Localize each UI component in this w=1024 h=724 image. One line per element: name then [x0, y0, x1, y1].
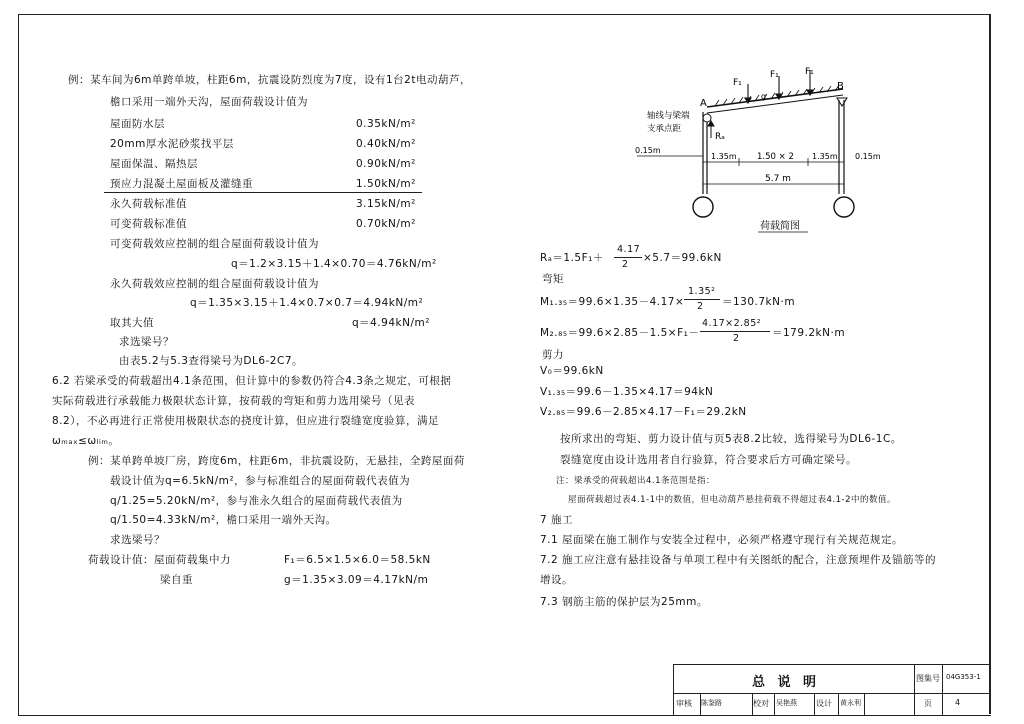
self-weight-equation: g＝1.35×3.09＝4.17kN/m	[284, 574, 429, 586]
dim-135-left: 1.35m	[711, 152, 737, 161]
dim-150x2: 1.50 × 2	[757, 152, 794, 162]
example1-intro2: 檐口采用一端外天沟，屋面荷载设计值为	[110, 96, 308, 108]
page-number: 4	[955, 698, 961, 707]
v1-equation: V₁.₃₅＝99.6－1.35×4.17＝94kN	[540, 386, 714, 398]
dim-135-right: 1.35m	[812, 152, 838, 161]
m1-post: ＝130.7kN·m	[722, 296, 796, 308]
sum-line	[104, 192, 422, 193]
label-f1-a: F₁	[733, 78, 742, 88]
take-max-label: 取其大值	[110, 317, 154, 329]
note-line1: 轴线与梁端	[647, 111, 690, 121]
page-label: 页	[924, 699, 932, 708]
atlas-number: 04G353-1	[946, 673, 981, 681]
load-value-3: 0.90kN/m²	[356, 158, 416, 170]
drawing-title: 总 说 明	[752, 675, 821, 690]
ra-eq-post: ×5.7＝99.6kN	[643, 252, 722, 264]
load-value-2: 0.40kN/m²	[356, 138, 416, 150]
design-label: 设计	[816, 699, 832, 708]
find-beam-2: 求选梁号？	[110, 534, 165, 546]
dim-57: 5.7 m	[765, 174, 791, 184]
section-6-2-line2: 实际荷载进行承载能力极限状态计算，按荷载的弯矩和剪力选用梁号（见表	[52, 395, 415, 407]
ra-num: 4.17	[617, 244, 641, 255]
foundation-right	[834, 197, 854, 217]
ra-den: 2	[622, 259, 629, 270]
load-value-4: 1.50kN/m²	[356, 178, 416, 190]
section-6-2-line4: ωₘₐₓ≤ωₗᵢₘ。	[52, 435, 120, 447]
shear-title: 剪力	[542, 349, 564, 361]
check-label: 校对	[753, 699, 769, 708]
load-value-6: 0.70kN/m²	[356, 218, 416, 230]
checker-name: 吴艳燕	[776, 699, 797, 707]
take-max-value: q＝4.94kN/m²	[352, 317, 430, 329]
note-line2: 支承点距	[647, 124, 682, 134]
load-label-5: 永久荷载标准值	[110, 198, 187, 210]
supports	[703, 98, 847, 122]
table-result: 由表5.2与5.3查得梁号为DL6-2C7。	[119, 355, 303, 367]
label-b: B	[837, 81, 844, 92]
permanent-control-equation: q＝1.35×3.15＋1.4×0.7×0.7＝4.94kN/m²	[190, 297, 424, 309]
moment-title: 弯矩	[542, 273, 564, 285]
find-beam-1: 求选梁号？	[119, 336, 174, 348]
point-load-arrows	[745, 70, 813, 103]
label-f1-c: F₁	[805, 67, 814, 77]
section-7-2-cont: 增设。	[540, 574, 573, 586]
label-g: g	[761, 92, 767, 101]
load-label-1: 屋面防水层	[110, 118, 165, 130]
section-7-2: 7.2 施工应注意有悬挂设备与单项工程中有关图纸的配合，注意预埋件及锚筋等的	[540, 554, 937, 566]
m2-post: ＝179.2kN·m	[772, 327, 846, 339]
section-7-title: 7 施工	[540, 514, 574, 526]
section-7-1: 7.1 屋面梁在施工制作与安装全过程中，必须严格遵守现行有关规范规定。	[540, 534, 904, 546]
reviewer-name: 陈鉴路	[701, 699, 722, 707]
designer-name: 黄永利	[840, 699, 861, 707]
example2-line3: q/1.25=5.20kN/m²，参与准永久组合的屋面荷载代表值为	[110, 495, 403, 507]
label-ra: Rₐ	[715, 132, 725, 142]
atlas-label: 图集号	[916, 674, 940, 683]
foundation-left	[693, 197, 713, 217]
label-f1-b: F₁	[770, 70, 779, 80]
dim-015-right: 0.15m	[855, 152, 881, 161]
m2-num: 4.17×2.85²	[702, 318, 762, 329]
load-label-6: 可变荷载标准值	[110, 218, 187, 230]
compare-text: 按所求出的弯矩、剪力设计值与页5表8.2比较，选得梁号为DL6-1C。	[560, 433, 902, 445]
self-weight-label: 梁自重	[160, 574, 193, 586]
section-6-2-line3: 8.2），不必再进行正常使用极限状态的挠度计算，但应进行裂缝宽度验算，满足	[52, 415, 439, 427]
load-label-4: 预应力混凝土屋面板及灌缝重	[110, 178, 253, 190]
example2-line4: q/1.50=4.33kN/m²，檐口采用一端外天沟。	[110, 514, 337, 526]
design-f1-equation: F₁＝6.5×1.5×6.0＝58.5kN	[284, 554, 431, 566]
note-line-2: 屋面荷载超过表4.1-1中的数值，但电动葫芦悬挂荷载不得超过表4.1-2中的数值。	[568, 495, 896, 505]
load-diagram	[615, 62, 890, 234]
m1-den: 2	[697, 301, 704, 312]
note-line-1: 注：梁承受的荷载超出4.1条范围是指：	[556, 476, 716, 486]
ra-eq-pre: Rₐ＝1.5F₁＋	[540, 252, 604, 264]
diagram-caption: 荷载简图	[760, 221, 800, 232]
drawing-frame-right	[989, 14, 991, 714]
reaction-arrow-ra	[708, 121, 714, 138]
dim-015-left: 0.15m	[635, 146, 661, 155]
v0-equation: V₀＝99.6kN	[540, 365, 604, 377]
m1-num: 1.35²	[688, 286, 716, 297]
design-value-label: 荷载设计值：屋面荷载集中力	[88, 554, 231, 566]
crack-text: 裂缝宽度由设计选用者自行验算，符合要求后方可确定梁号。	[560, 454, 857, 466]
permanent-control-label: 永久荷载效应控制的组合屋面荷载设计值为	[110, 278, 319, 290]
label-a: A	[700, 98, 707, 109]
variable-control-label: 可变荷载效应控制的组合屋面荷载设计值为	[110, 238, 319, 250]
review-label: 审核	[676, 699, 692, 708]
load-value-1: 0.35kN/m²	[356, 118, 416, 130]
m2-den: 2	[733, 333, 740, 344]
m2-pre: M₂.₈₅＝99.6×2.85－1.5×F₁－	[540, 327, 700, 339]
section-7-3: 7.3 钢筋主筋的保护层为25mm。	[540, 596, 708, 608]
variable-control-equation: q＝1.2×3.15＋1.4×0.70＝4.76kN/m²	[231, 258, 437, 270]
section-6-2-line1: 6.2 若梁承受的荷载超出4.1条范围，但计算中的参数仍符合4.3条之规定，可根据	[52, 375, 452, 387]
v2-equation: V₂.₈₅＝99.6－2.85×4.17－F₁＝29.2kN	[540, 406, 747, 418]
m1-pre: M₁.₃₅＝99.6×1.35－4.17×	[540, 296, 685, 308]
example2-line2: 载设计值为q=6.5kN/m²，参与标准组合的屋面荷载代表值为	[110, 475, 411, 487]
load-label-3: 屋面保温、隔热层	[110, 158, 198, 170]
load-label-2: 20mm厚水泥砂浆找平层	[110, 138, 234, 150]
example2-line1: 例：某单跨单坡厂房，跨度6m，柱距6m，非抗震设防，无悬挂，全跨屋面荷	[88, 455, 465, 467]
load-value-5: 3.15kN/m²	[356, 198, 416, 210]
example1-intro: 例：某车间为6m单跨单坡，柱距6m，抗震设防烈度为7度，设有1台2t电动葫芦，	[68, 74, 471, 86]
